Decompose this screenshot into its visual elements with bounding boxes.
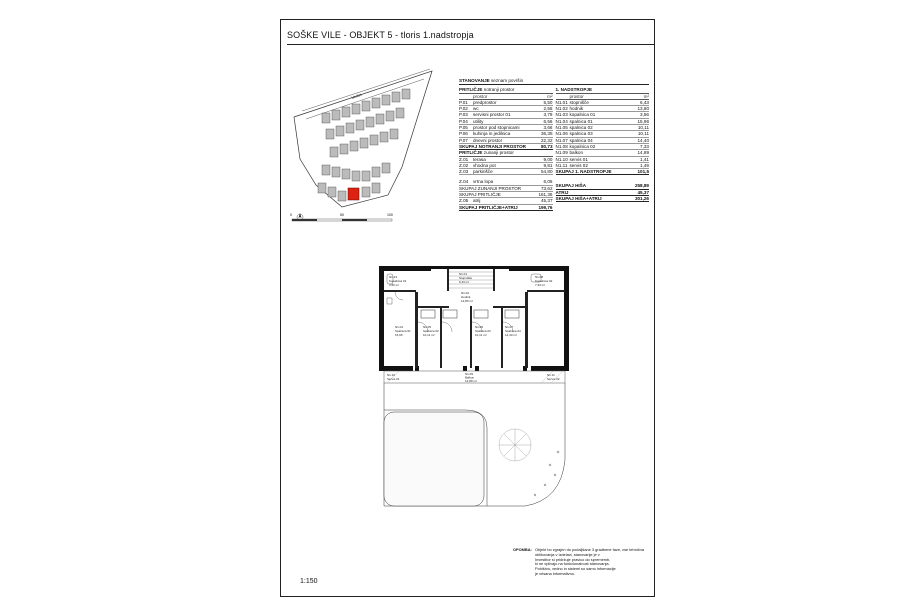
room-area: 10,11 m² (423, 333, 435, 337)
house-block (372, 167, 380, 177)
room-name: Spalnica 02 (423, 329, 439, 333)
wall (463, 366, 467, 371)
area-name: stopnišče (569, 99, 589, 105)
area-val: 3,79 (543, 112, 553, 118)
area-val: 2,55 (543, 106, 553, 112)
ground-atrium-total-name: SKUPAJ PRITLIČJE+ATRIJ (459, 204, 518, 210)
area-val: 36,35 (541, 131, 553, 137)
first-floor-title: 1. NADSTROPJE (555, 87, 593, 93)
atrium-code: Z.05 (459, 198, 469, 204)
area-val: 3,56 (640, 112, 649, 118)
house-block (330, 147, 338, 157)
table-heading: STANOVANJE (459, 78, 490, 83)
room-code: N1.04 (395, 325, 404, 329)
house-block (352, 171, 360, 181)
area-name: spalnica 01 (569, 118, 593, 124)
ground-floor-column (459, 87, 553, 211)
house-block (328, 187, 336, 197)
house-block (396, 108, 404, 118)
wall (470, 306, 472, 368)
wall (440, 306, 442, 368)
ground-outer-sub: zunanji prostor (483, 150, 514, 156)
wall (442, 306, 449, 308)
area-val: 10,11 (637, 125, 649, 131)
wall (379, 266, 431, 271)
garden (384, 383, 565, 506)
first-total-val: 101,5 (637, 169, 649, 175)
scale-tick-50: 50 (340, 213, 344, 217)
house-atrium-total-val: 301,26 (634, 196, 649, 202)
wall (415, 292, 418, 368)
room-code: N1.02 (461, 291, 470, 295)
street-label: ULICA (351, 92, 363, 100)
area-table (459, 78, 649, 211)
house-block (362, 171, 370, 181)
house-block (372, 98, 380, 108)
garden-curve (487, 383, 565, 506)
area-val: 3,66 (543, 125, 553, 131)
area-val: 14,40 (637, 137, 649, 143)
highlighted-object (348, 188, 359, 200)
area-val: 13,80 (637, 106, 649, 112)
area-name: servis 02 (569, 162, 588, 168)
area-val: 22,32 (541, 137, 553, 143)
notes-body (535, 548, 653, 577)
area-code: N1.09 (555, 150, 568, 156)
floor-plan (375, 260, 585, 515)
house-block (332, 167, 340, 177)
col-unit-first: m² (643, 93, 649, 99)
room-area: 10,11 m² (475, 333, 487, 337)
room-code: N1.06 (475, 325, 484, 329)
wall (418, 306, 440, 308)
house-block (340, 144, 348, 154)
wardrobe (474, 310, 488, 318)
door-swings (395, 292, 513, 332)
ground-atrium-total-row (459, 205, 553, 211)
house-block (318, 183, 326, 193)
scale-bar (290, 213, 393, 221)
area-val: 6,05 (543, 179, 553, 185)
house-block (402, 89, 410, 99)
shrub (534, 494, 536, 496)
wall (509, 266, 569, 271)
house-rows (318, 89, 410, 201)
area-code: N1.08 (555, 143, 568, 149)
house-block (376, 114, 384, 124)
first-floor-rows (556, 100, 650, 169)
house-block (356, 120, 364, 130)
ground-inner-total-val: 80,73 (541, 143, 553, 149)
note-line: je vrisana informativno. (535, 570, 576, 576)
room-code: N1.10 (387, 373, 396, 377)
ground-outer-title: PRITLIČJE (459, 150, 483, 156)
col-unit: m² (547, 93, 553, 99)
shrub (549, 464, 551, 466)
shrub (557, 451, 559, 453)
house-block (382, 95, 390, 105)
shrub (554, 474, 556, 476)
house-block (322, 113, 330, 123)
drawing-sheet (280, 19, 655, 597)
drawing-scale: 1:150 (300, 578, 318, 585)
area-val: 10,11 (637, 131, 649, 137)
shrubs (534, 451, 559, 496)
scale-bar-segment (342, 219, 367, 221)
area-code: N1.10 (555, 156, 568, 162)
house-block (386, 111, 394, 121)
house-block (346, 123, 354, 133)
area-code: P.02 (459, 106, 468, 112)
ground-outer-total-name: SKUPAJ ZUNANJI PROSTOR (459, 185, 522, 191)
area-name: balkon (569, 150, 584, 156)
area-code: P.07 (459, 137, 468, 143)
room-code: N1.07 (505, 325, 514, 329)
room-name: Servis 01 (387, 377, 400, 381)
north-arrow-head (299, 213, 302, 218)
house-block (372, 183, 380, 193)
ground-outer-rows (459, 157, 553, 176)
area-code: N1.07 (555, 137, 568, 143)
door-swing (442, 322, 452, 332)
wall (503, 306, 525, 308)
tree (499, 429, 531, 461)
area-val: 1,41 (640, 156, 649, 162)
room-area: 7,33 m² (535, 283, 546, 287)
wardrobe (505, 310, 519, 318)
ground-atrium-total-val: 199,76 (538, 204, 553, 210)
first-floor-column (556, 87, 650, 211)
house-block (366, 117, 374, 127)
wall (564, 266, 569, 371)
area-val: 54,80 (541, 169, 553, 175)
area-val: 9,00 (543, 156, 553, 162)
area-val: 9,81 (543, 162, 553, 168)
area-name: parkirišče (473, 169, 493, 175)
wall (431, 266, 509, 269)
ground-inner-sub: notranji prostor (483, 87, 515, 93)
note-line: Pohištvo, vedno in sistemi so samo informacije (535, 566, 616, 572)
house-block (342, 107, 350, 117)
area-val: 1,49 (640, 162, 649, 168)
wall (379, 266, 384, 371)
lawn (384, 412, 484, 506)
area-code: P.01 (459, 99, 468, 105)
room-area: 14,89 m² (465, 379, 477, 383)
area-code: P.06 (459, 131, 468, 137)
house-block (336, 126, 344, 136)
col-prostor-first: prostor (569, 93, 584, 99)
area-code: Z.03 (459, 169, 469, 175)
ground-total-name: SKUPAJ PRITLIČJE (459, 192, 501, 198)
fixture (387, 298, 392, 304)
room-area: 14,40 m² (505, 333, 517, 337)
area-code: N1.11 (555, 162, 568, 168)
site-plan-drawing (292, 67, 442, 227)
room-code: N1.01 (459, 272, 468, 276)
wall (384, 290, 416, 292)
wall (379, 366, 413, 371)
house-block (326, 129, 334, 139)
area-code: N1.04 (555, 118, 568, 124)
ground-total-val: 161,35 (538, 192, 553, 198)
area-code: P.03 (459, 112, 468, 118)
note-line: ki ne vplivajo na funkcionalnost stanovanja. (535, 561, 610, 567)
house-block (352, 104, 360, 114)
area-name: predprostor (473, 99, 497, 105)
note-line: Objekt bo zgrajen do podaljšane 3 gradbene faze, vse tehnična (535, 547, 645, 552)
room-name: Servis 02 (547, 377, 560, 381)
area-code: Z.04 (459, 179, 469, 185)
area-val: 5,50 (543, 99, 553, 105)
ground-inner-rows (459, 100, 553, 144)
house-total-val: 258,89 (634, 183, 649, 189)
house-block (392, 92, 400, 102)
house-block (390, 129, 398, 139)
area-name: kopalnica 02 (569, 143, 596, 149)
area-code: N1.02 (555, 106, 568, 112)
area-code: P.04 (459, 118, 468, 124)
house-atrium-total-name: SKUPAJ HIŠA+ATRIJ (555, 196, 602, 202)
site-plan (292, 67, 442, 227)
area-name: vhodna pot (473, 162, 496, 168)
atrium-name: atrij (473, 198, 481, 204)
wardrobe (443, 310, 457, 318)
room-code: N1.09 (465, 372, 474, 376)
ground-outer-total-val: 73,62 (541, 185, 553, 191)
area-name: kuhinja in jedilnica (473, 131, 511, 137)
wall (527, 290, 565, 292)
house-atrium-total-row (556, 196, 650, 202)
atrium-total-name: ATRIJ (555, 189, 569, 195)
sheet-title: SOŠKE VILE - OBJEKT 5 - tloris 1.nadstropja (287, 26, 655, 45)
wall (531, 366, 569, 371)
house-block (362, 187, 370, 197)
area-name: servisni prostor 01 (473, 112, 511, 118)
room-name: Kopalnica 01 (389, 279, 407, 283)
room-area: 3,56 m² (389, 283, 400, 287)
wall (525, 292, 528, 368)
area-table-heading (459, 78, 649, 85)
wall (475, 366, 479, 371)
area-val: 6,56 (543, 118, 553, 124)
atrium-total-val: 45,37 (637, 189, 649, 195)
area-code: N1.05 (555, 125, 568, 131)
area-code: N1.01 (555, 99, 568, 105)
floor-plan-drawing (375, 260, 585, 515)
house-block (322, 165, 330, 175)
area-val: 7,33 (640, 143, 649, 149)
area-name: vrtna lopa (473, 179, 494, 185)
wardrobe (421, 310, 435, 318)
notes-block (513, 548, 653, 577)
wall (447, 269, 449, 291)
table-heading-sub: seznam površin (491, 78, 524, 83)
area-code: Z.02 (459, 162, 469, 168)
note-line: oblikovanja v izdelavi, stanovanje je v (535, 551, 600, 557)
room-area: 15,96 (395, 333, 403, 337)
area-val: 15,96 (637, 118, 649, 124)
room-name: Spalnica 01 (395, 329, 411, 333)
area-name: spalnica 04 (569, 137, 593, 143)
area-val: 14,89 (637, 150, 649, 156)
room-name: Spalnica 04 (505, 329, 521, 333)
scale-tick-0: 0 (290, 213, 292, 217)
area-code: Z.01 (459, 156, 469, 162)
ground-inner-total-name: SKUPAJ NOTRANJI PROSTOR (459, 143, 526, 149)
area-name: wc (473, 106, 479, 112)
house-block (350, 141, 358, 151)
ground-inner-title: PRITLIČJE (459, 87, 483, 93)
area-code: P.05 (459, 125, 468, 131)
room-name: Spalnica 03 (475, 329, 491, 333)
room-name: Balkon (465, 375, 475, 380)
room-name: Hodnik (461, 295, 471, 299)
wall (493, 269, 495, 291)
atrium-val: 45,37 (541, 198, 553, 204)
room-code: N1.05 (423, 325, 432, 329)
house-block (360, 138, 368, 148)
house-block (362, 101, 370, 111)
area-code: N1.06 (555, 131, 568, 137)
area-name: spalnica 03 (569, 131, 593, 137)
area-name: servis 01 (569, 156, 588, 162)
area-code: N1.03 (555, 112, 568, 118)
house-block (338, 191, 346, 201)
area-name: prostor pod stopnicami (473, 125, 520, 131)
area-name: hodnik (569, 106, 584, 112)
first-total-name: SKUPAJ 1. NADSTROPJE (555, 169, 612, 175)
house-block (370, 135, 378, 145)
shrub (544, 484, 546, 486)
room-area: 13,80 m² (461, 299, 473, 303)
area-name: spalnica 02 (569, 125, 593, 131)
door-swing (395, 292, 403, 300)
room-code: N1.08 (535, 275, 544, 279)
room-code: N1.13 (389, 275, 398, 279)
area-val: 6,43 (640, 99, 649, 105)
house-block (382, 163, 390, 173)
area-name: utility (473, 118, 484, 124)
wall (493, 306, 501, 308)
house-block (342, 169, 350, 179)
area-name: dnevni prostor (473, 137, 503, 143)
room-area: 6,43 m² (459, 280, 470, 284)
area-name: terasa (473, 156, 486, 162)
wall (501, 306, 503, 368)
room-name: Kopalnica 02 (535, 279, 553, 283)
col-prostor: prostor (473, 93, 488, 99)
house-block (380, 132, 388, 142)
room-code: N1.11 (547, 373, 555, 377)
area-name: kopalnica 01 (569, 112, 596, 118)
notes-title: OPOMBA: (513, 547, 532, 552)
scale-tick-100: 100 (387, 213, 393, 217)
note-line: Investitor si pridržuje pravico do sprememb, (535, 556, 611, 562)
house-total-name: SKUPAJ HIŠA (555, 183, 587, 189)
room-name: Stopnišče (459, 276, 473, 280)
house-block (332, 110, 340, 120)
staircase (449, 272, 493, 288)
scale-bar-segment (292, 219, 317, 221)
